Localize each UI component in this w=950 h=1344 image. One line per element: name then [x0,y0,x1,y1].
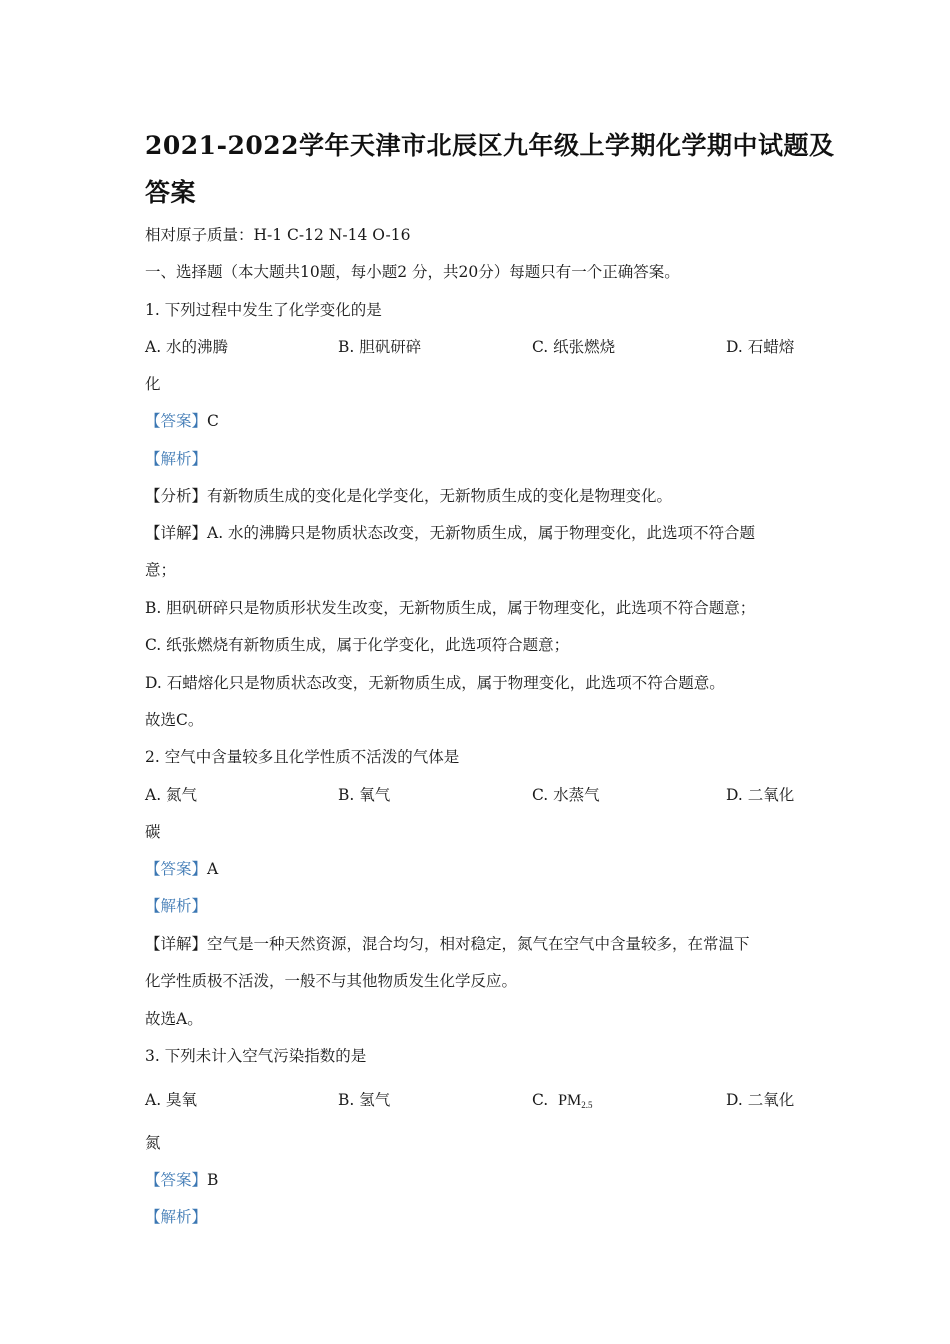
question-1-option-c: C. 纸张燃烧 [532,338,616,356]
answer-value: B [207,1171,219,1189]
question-3-option-a: A. 臭氧 [145,1091,198,1109]
pm-subscript: 2.5 [581,1100,593,1110]
question-2-detail-line-1: 【详解】空气是一种天然资源，混合均匀，相对稳定，氮气在空气中含量较多，在常温下 [145,935,750,953]
question-3-option-c [532,1090,592,1115]
option-letter: C. [532,1091,549,1109]
question-1-conclusion: 故选C。 [145,711,204,729]
document-title-line-1: 2021-2022学年天津市北辰区九年级上学期化学期中试题及 [145,131,835,160]
question-1-option-d: D. 石蜡熔 [726,338,795,356]
answer-value: A [207,860,219,878]
question-1-option-a: A. 水的沸腾 [145,338,229,356]
question-1-detail-line-2: 意； [145,561,177,579]
question-1-answer [145,411,219,431]
question-1-option-b: B. 胆矾研碎 [338,338,422,356]
answer-tag: 【答案】 [145,412,208,430]
atomic-mass-note: 相对原子质量：H-1 C-12 N-14 O-16 [145,226,411,244]
question-2-option-a: A. 氮气 [145,786,198,804]
question-3-answer [145,1170,218,1190]
answer-tag: 【答案】 [145,1171,208,1189]
question-2-analysis-tag: 【解析】 [145,897,208,915]
question-1-analysis-tag: 【解析】 [145,450,208,468]
question-1-detail-c: C. 纸张燃烧有新物质生成，属于化学变化，此选项符合题意； [145,636,570,654]
question-2-option-wrap: 碳 [145,823,161,841]
question-2-option-d: D. 二氧化 [726,786,795,804]
question-2-conclusion: 故选A。 [145,1010,203,1028]
answer-tag: 【答案】 [145,860,208,878]
question-3-analysis-tag: 【解析】 [145,1208,208,1226]
question-2-stem: 2. 空气中含量较多且化学性质不活泼的气体是 [145,748,460,766]
question-3-option-wrap: 氮 [145,1134,161,1152]
question-1-detail-line-1: 【详解】A. 水的沸腾只是物质状态改变，无新物质生成，属于物理变化，此选项不符合题 [145,524,756,542]
question-1-detail-d: D. 石蜡熔化只是物质状态改变，无新物质生成，属于物理变化，此选项不符合题意。 [145,674,725,692]
question-2-detail-line-2: 化学性质极不活泼，一般不与其他物质发生化学反应。 [145,972,518,990]
question-1-detail-b: B. 胆矾研碎只是物质形状发生改变，无新物质生成，属于物理变化，此选项不符合题意； [145,599,756,617]
question-3-option-b: B. 氢气 [338,1091,391,1109]
question-1-fenxi: 【分析】有新物质生成的变化是化学变化，无新物质生成的变化是物理变化。 [145,487,673,505]
answer-value: C [207,412,219,430]
document-title-line-2: 答案 [145,178,197,207]
question-2-option-c: C. 水蒸气 [532,786,600,804]
section-heading: 一、选择题（本大题共10题，每小题2 分，共20分）每题只有一个正确答案。 [145,263,680,281]
question-2-option-b: B. 氧气 [338,786,391,804]
pm25-formula [558,1092,592,1109]
question-3-option-d: D. 二氧化 [726,1091,795,1109]
question-2-answer [145,859,218,879]
pm-main: PM [558,1092,582,1109]
question-1-option-wrap: 化 [145,375,161,393]
question-3-stem: 3. 下列未计入空气污染指数的是 [145,1047,367,1065]
question-1-stem: 1. 下列过程中发生了化学变化的是 [145,301,382,319]
